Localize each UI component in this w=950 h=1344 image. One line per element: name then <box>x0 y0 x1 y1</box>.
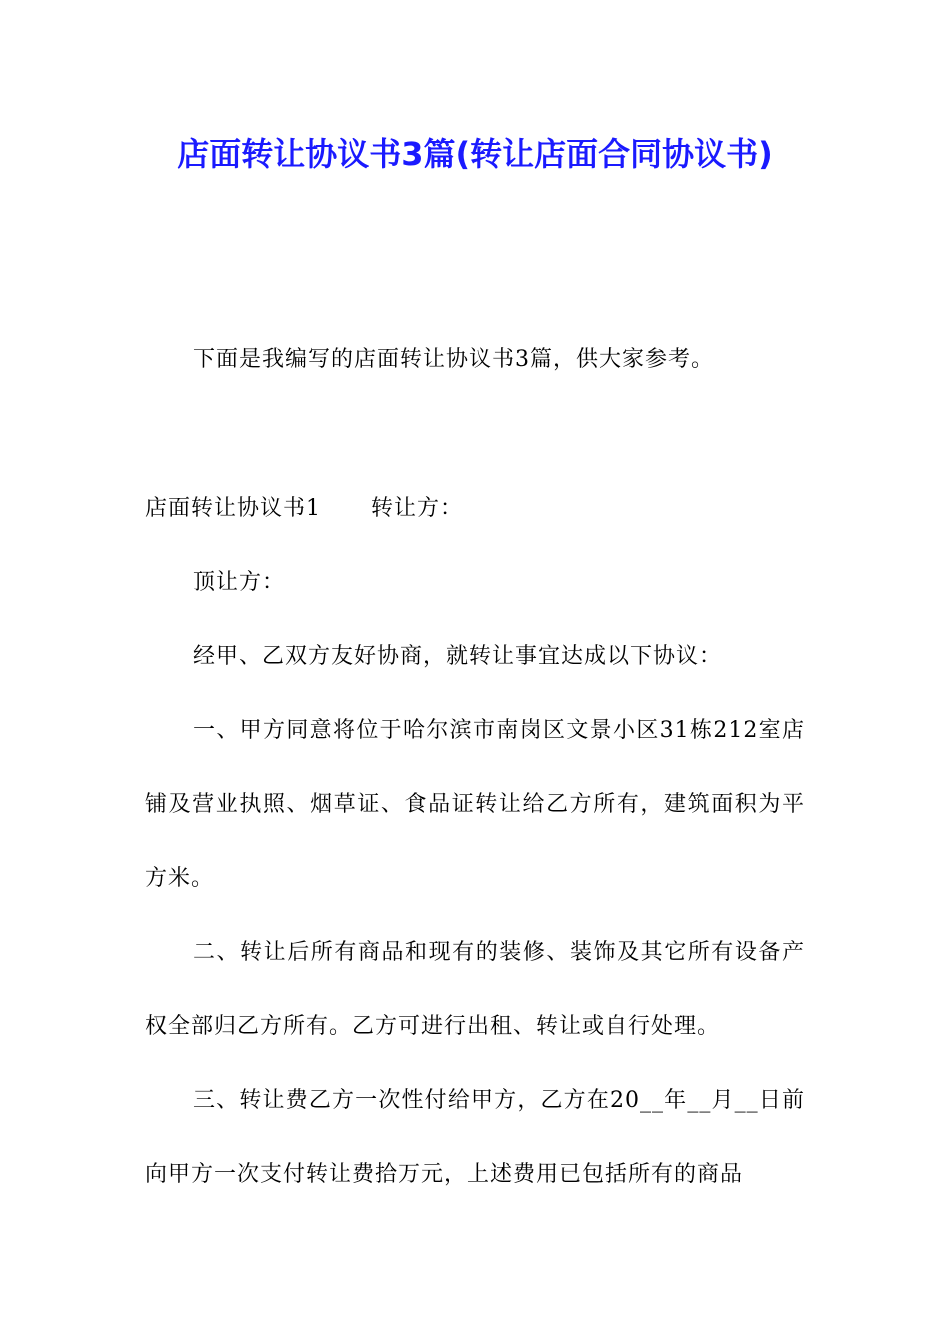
body-paragraph: 经甲、乙双方友好协商，就转让事宜达成以下协议： <box>193 644 723 669</box>
intro-paragraph: 下面是我编写的店面转让协议书3篇，供大家参考。 <box>193 347 714 372</box>
body-paragraph: 二、转让后所有商品和现有的装修、装饰及其它所有设备产权全部归乙方所有。乙方可进行出租、转让或自行处理。 <box>145 940 805 1039</box>
section-heading: 店面转让协议书1 <box>145 496 321 521</box>
document-title: 店面转让协议书3篇(转让店面合同协议书) <box>177 135 773 173</box>
section-heading-line <box>145 472 805 546</box>
transferee-label: 顶让方： <box>193 570 286 595</box>
body-paragraph: 三、转让费乙方一次性付给甲方，乙方在20__年__月__日前向甲方一次支付转让费拾万元，上述费用已包括所有的商品 <box>145 1088 805 1187</box>
body-paragraph: 一、甲方同意将位于哈尔滨市南岗区文景小区31栋212室店铺及营业执照、烟草证、食品证转让给乙方所有，建筑面积为平方米。 <box>145 718 805 891</box>
transferor-label: 转让方： <box>371 496 464 521</box>
